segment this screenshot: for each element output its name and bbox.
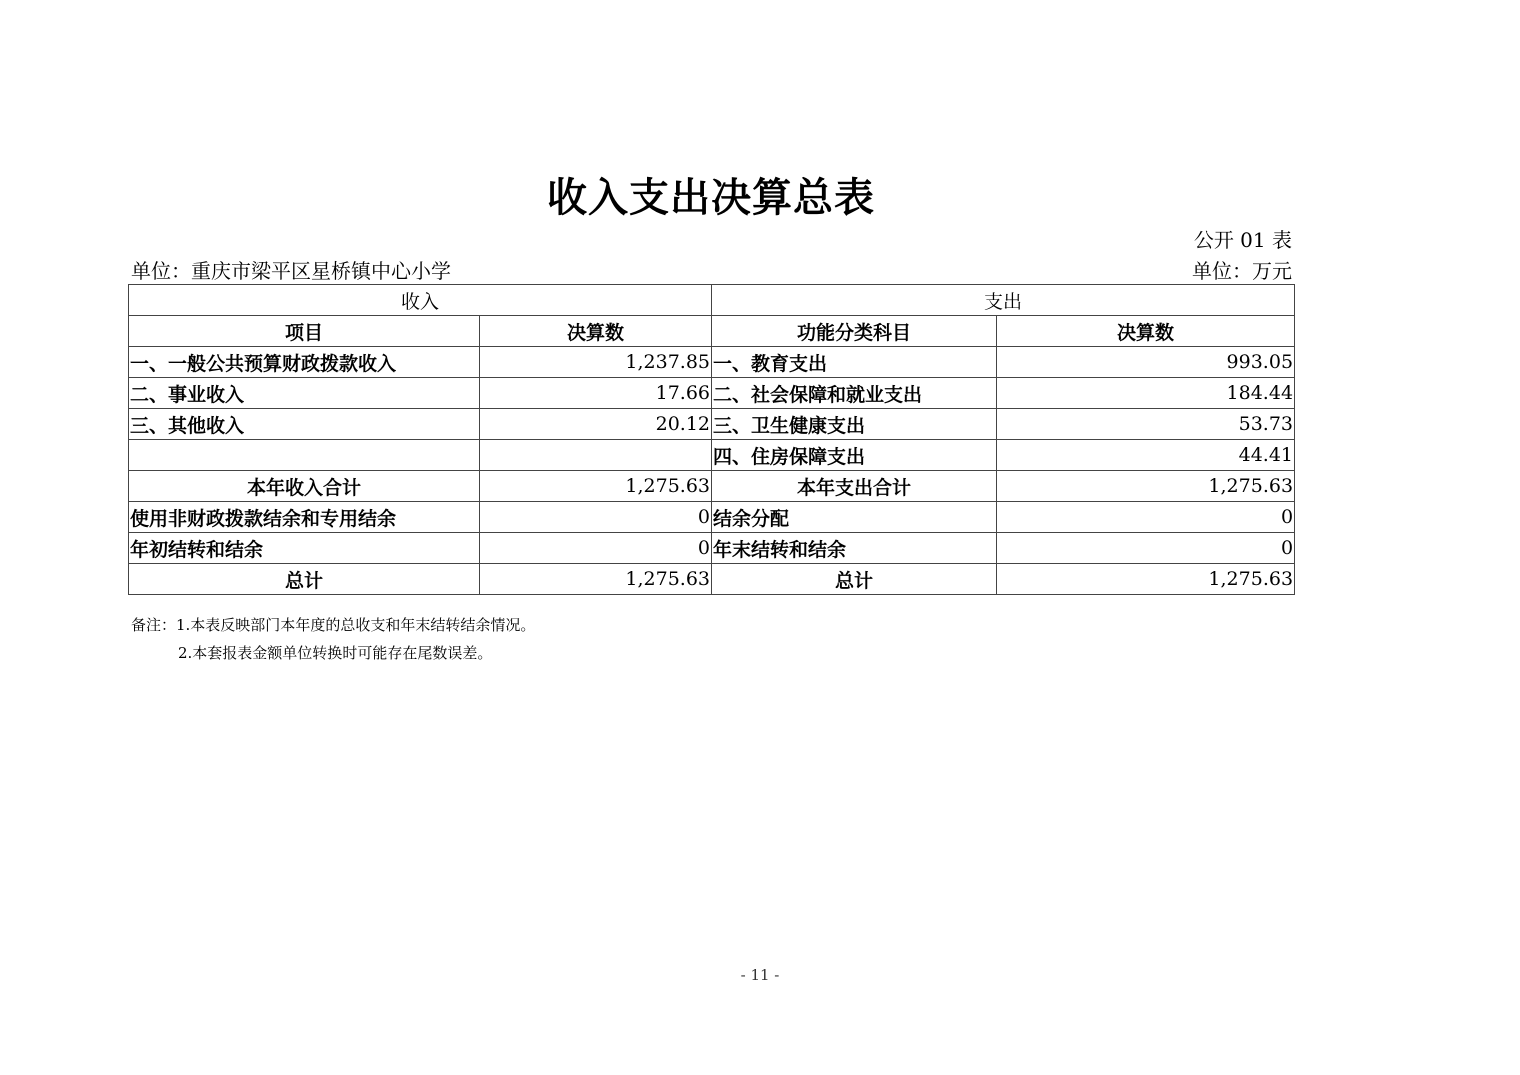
- table-row: [129, 409, 1295, 440]
- expense-amount: 184.44: [997, 378, 1295, 409]
- expense-item: 年末结转和结余: [712, 533, 997, 564]
- income-total-label: 总计: [129, 564, 480, 595]
- header-amount-2: 决算数: [997, 316, 1295, 347]
- table-row-total: [129, 564, 1295, 595]
- note-line-1: 备注：1.本表反映部门本年度的总收支和年末结转结余情况。: [131, 616, 536, 634]
- income-item: 一、一般公共预算财政拨款收入: [129, 347, 480, 378]
- expense-item: 四、住房保障支出: [712, 440, 997, 471]
- income-amount: 20.12: [480, 409, 712, 440]
- income-item: 使用非财政拨款结余和专用结余: [129, 502, 480, 533]
- header-func-item: 功能分类科目: [712, 316, 997, 347]
- income-expense-table: [128, 284, 1295, 595]
- page-number: - 11 -: [740, 966, 780, 984]
- unit-organization: 单位：重庆市梁平区星桥镇中心小学: [131, 259, 451, 283]
- header-income: 收入: [129, 285, 712, 316]
- expense-total-amount: 1,275.63: [997, 564, 1295, 595]
- note-line-2: 2.本套报表金额单位转换时可能存在尾数误差。: [178, 644, 493, 662]
- income-amount: 0: [480, 533, 712, 564]
- expense-subtotal-label: 本年支出合计: [712, 471, 997, 502]
- header-item: 项目: [129, 316, 480, 347]
- table-code: 公开 01 表: [1193, 228, 1292, 252]
- table-row: [129, 440, 1295, 471]
- income-item: 二、事业收入: [129, 378, 480, 409]
- income-item: [129, 440, 480, 471]
- income-amount: 17.66: [480, 378, 712, 409]
- income-item: 三、其他收入: [129, 409, 480, 440]
- expense-item: 一、教育支出: [712, 347, 997, 378]
- header-amount: 决算数: [480, 316, 712, 347]
- income-total-amount: 1,275.63: [480, 564, 712, 595]
- expense-amount: 993.05: [997, 347, 1295, 378]
- notes: [131, 611, 535, 667]
- table-subheader-row: [129, 316, 1295, 347]
- header-expense: 支出: [712, 285, 1295, 316]
- expense-amount: 44.41: [997, 440, 1295, 471]
- document-title: 收入支出决算总表: [547, 175, 875, 221]
- table-header-row: [129, 285, 1295, 316]
- expense-subtotal-amount: 1,275.63: [997, 471, 1295, 502]
- income-subtotal-amount: 1,275.63: [480, 471, 712, 502]
- table-row-subtotal: [129, 471, 1295, 502]
- income-amount: [480, 440, 712, 471]
- table-row: [129, 533, 1295, 564]
- income-subtotal-label: 本年收入合计: [129, 471, 480, 502]
- income-amount: 1,237.85: [480, 347, 712, 378]
- table-row: [129, 347, 1295, 378]
- expense-item: 结余分配: [712, 502, 997, 533]
- expense-item: 三、卫生健康支出: [712, 409, 997, 440]
- expense-amount: 0: [997, 502, 1295, 533]
- expense-amount: 53.73: [997, 409, 1295, 440]
- table-row: [129, 502, 1295, 533]
- expense-total-label: 总计: [712, 564, 997, 595]
- income-item: 年初结转和结余: [129, 533, 480, 564]
- expense-amount: 0: [997, 533, 1295, 564]
- table-row: [129, 378, 1295, 409]
- expense-item: 二、社会保障和就业支出: [712, 378, 997, 409]
- unit-currency: 单位：万元: [1192, 259, 1292, 283]
- income-amount: 0: [480, 502, 712, 533]
